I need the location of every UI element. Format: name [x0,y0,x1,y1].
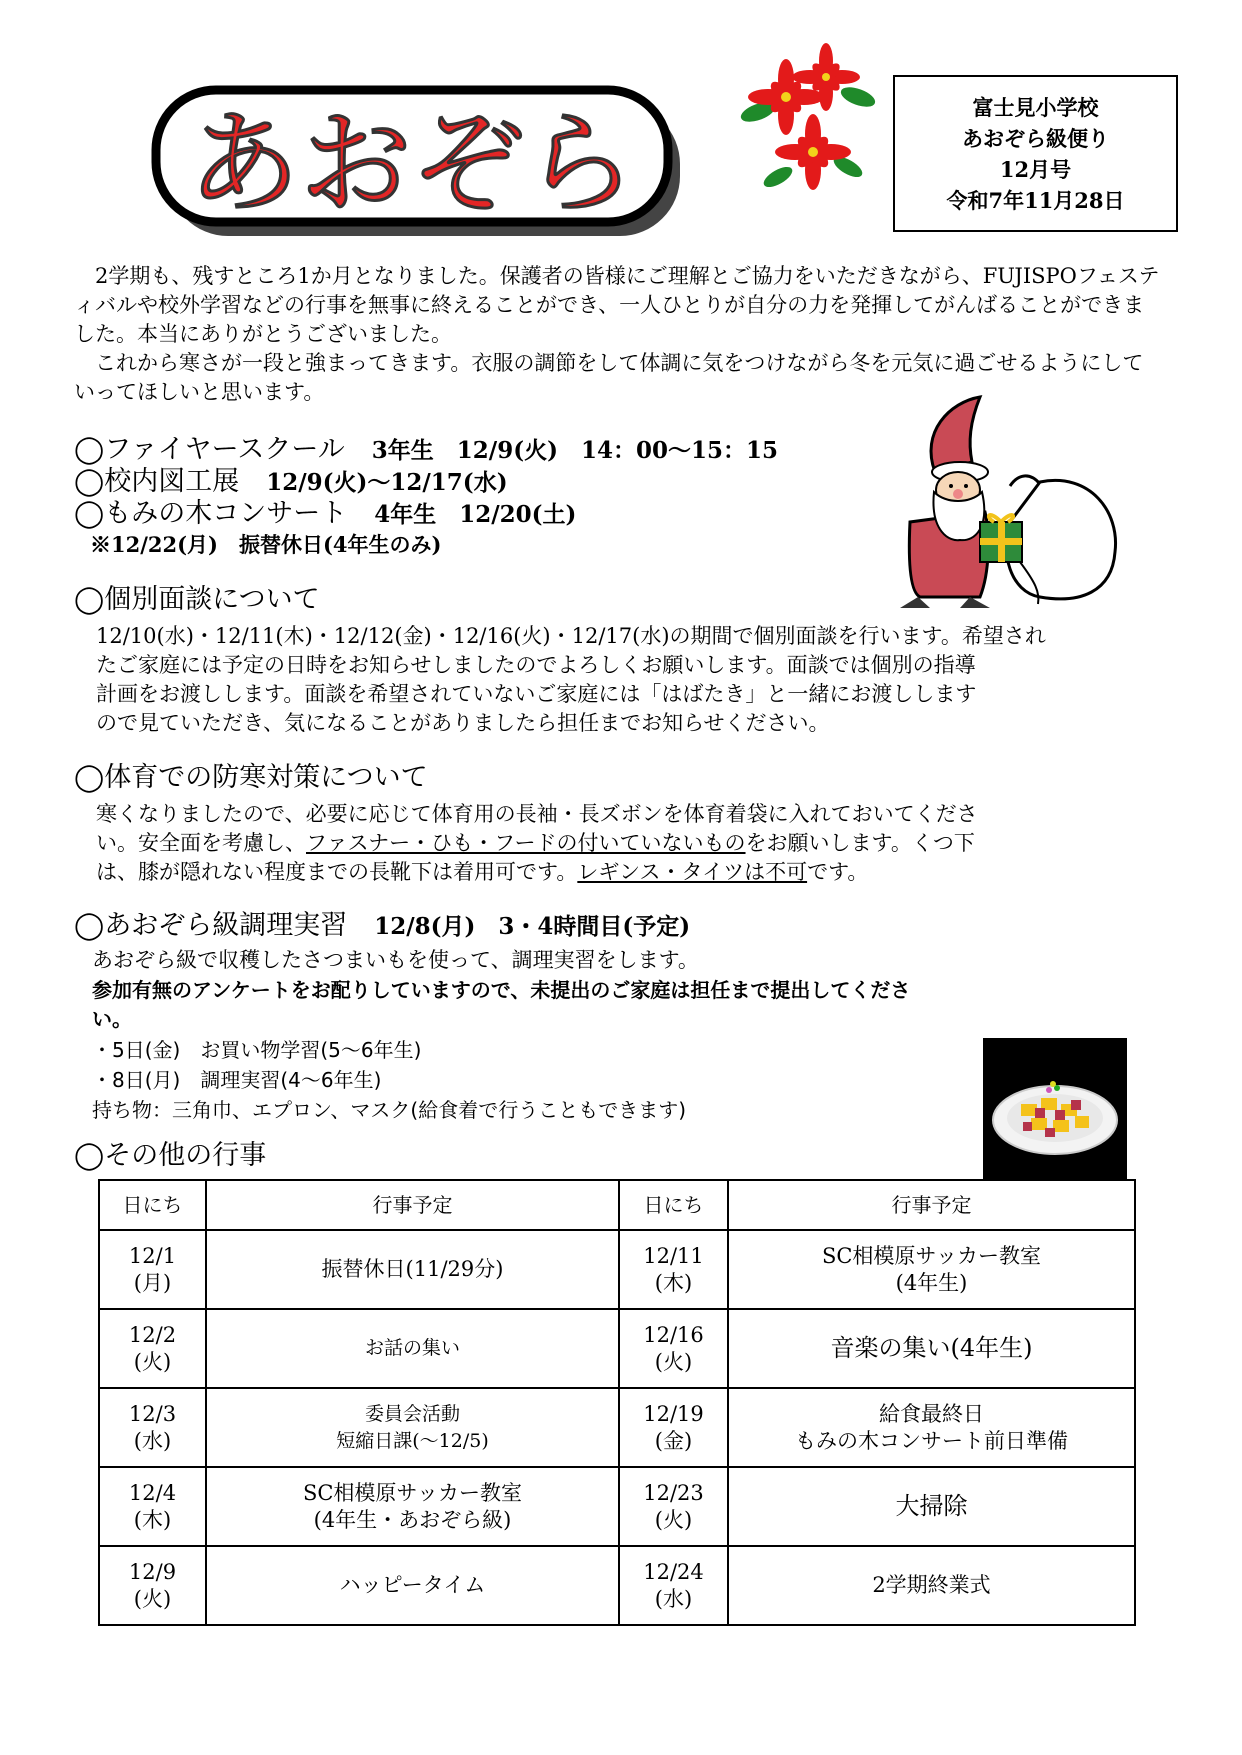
date-cell: 12/9 (火) [99,1546,206,1625]
column-header: 行事予定 [206,1180,619,1230]
table-row [99,1230,1135,1309]
table-row [99,1467,1135,1546]
date-cell: 12/1 (月) [99,1230,206,1309]
table-row [99,1546,1135,1625]
date-cell: 12/3 (水) [99,1388,206,1467]
event-fire-school: ◯ファイヤースクール 3年生 12/9(火) 14：00～15：15 [74,434,779,465]
intro-text [74,262,1164,407]
event-art-exhibition: ◯校内図工展 12/9(火)～12/17(水) [74,466,508,497]
santa-illustration [890,392,1122,612]
table-row [99,1388,1135,1467]
date-cell: 12/4 (木) [99,1467,206,1546]
newsletter-name: あおぞら級便り [962,125,1109,151]
intro-paragraph-2: これから寒さが一段と強まってきます。衣服の調節をして体調に気をつけながら冬を元気に過ごせるようにしていってほしいと思います。 [74,351,1144,404]
cooking-intro: あおぞら級で収穫したさつまいもを使って、調理実習をします。 [92,948,699,972]
table-row [99,1309,1135,1388]
other-events-heading: ◯その他の行事 [74,1140,267,1171]
date-cell: 12/24 (水) [619,1546,728,1625]
issue-label: 12月号 [999,156,1072,182]
cold-heading: ◯体育での防寒対策について [74,762,428,793]
interview-heading: ◯個別面談について [74,584,320,615]
school-name: 富士見小学校 [972,94,1099,120]
intro-paragraph-1: 2学期も、残すところ1か月となりました。保護者の皆様にご理解とご協力をいただきながら、FUJISPOフェスティバルや校外学習などの行事を無事に終えることができ、一人ひとりが自分の力を発揮してがんばることができました。本当にありがとうございました。 [74,264,1160,346]
logo-text: あおぞら [188,99,636,229]
underlined-requirement: ファスナー・ひも・フードの付いていないもの [306,831,746,855]
cooking-heading: ◯あおぞら級調理実習 12/8(月) 3・4時間目(予定) [74,910,691,941]
interview-body: 12/10(水)・12/11(木)・12/12(金)・12/16(火)・12/17(水)の期間で個別面談を行います。希望され たご家庭には予定の日時をお知らせしましたのでよろしくお願いします。面談では個別の指導 計画をお渡しします。面談を希望されていないご家庭には「はばたき」と一緒にお渡しします ので見ていただき、気になることがありましたら担任までお知らせください。 [96,624,1046,735]
event-concert: ◯もみの木コンサート 4年生 12/20(土) [74,498,577,529]
cold-body: 寒くなりましたので、必要に応じて体育用の長袖・長ズボンを体育着袋に入れておいてくださ い。安全面を考慮し、ファスナー・ひも・フードの付いていないものをお願いします。くつ下 は、膝が隠れない程度までの長靴下は着用可です。レギンス・タイツは不可です。 [96,802,978,884]
event-cell: 2学期終業式 [728,1546,1135,1625]
event-cell: ハッピータイム [206,1546,619,1625]
holiday-note: ※12/22(月) 振替休日(4年生のみ) [90,532,442,557]
date-cell: 12/11 (木) [619,1230,728,1309]
event-cell: 給食最終日 もみの木コンサート前日準備 [728,1388,1135,1467]
newsletter-info-box [893,75,1178,232]
underlined-prohibition: レギンス・タイツは不可 [577,860,808,884]
poinsettia-illustration [738,42,878,202]
date-cell: 12/2 (火) [99,1309,206,1388]
date-cell: 12/16 (火) [619,1309,728,1388]
column-header: 日にち [619,1180,728,1230]
cooking-survey: 参加有無のアンケートをお配りしていますので、未提出のご家庭は担任まで提出してくださ い。 [92,978,911,1031]
event-cell: SC相模原サッカー教室 (4年生・あおぞら級) [206,1467,619,1546]
events-table [98,1179,1136,1626]
date-cell: 12/23 (火) [619,1467,728,1546]
event-cell: 音楽の集い(4年生) [728,1309,1135,1388]
event-cell: SC相模原サッカー教室 (4年生) [728,1230,1135,1309]
event-cell: 大掃除 [728,1467,1135,1546]
event-cell: お話の集い [206,1309,619,1388]
column-header: 日にち [99,1180,206,1230]
cooking-schedule: ・5日(金) お買い物学習(5～6年生) ・8日(月) 調理実習(4～6年生) 持ち物：三角巾、エプロン、マスク(給食着で行うこともできます) [92,1038,687,1122]
aozora-logo [150,80,690,240]
issue-date: 令和7年11月28日 [946,187,1125,213]
table-header-row [99,1180,1135,1230]
food-dish-illustration [983,1038,1127,1179]
event-cell: 振替休日(11/29分) [206,1230,619,1309]
date-cell: 12/19 (金) [619,1388,728,1467]
event-cell: 委員会活動 短縮日課(～12/5) [206,1388,619,1467]
column-header: 行事予定 [728,1180,1135,1230]
